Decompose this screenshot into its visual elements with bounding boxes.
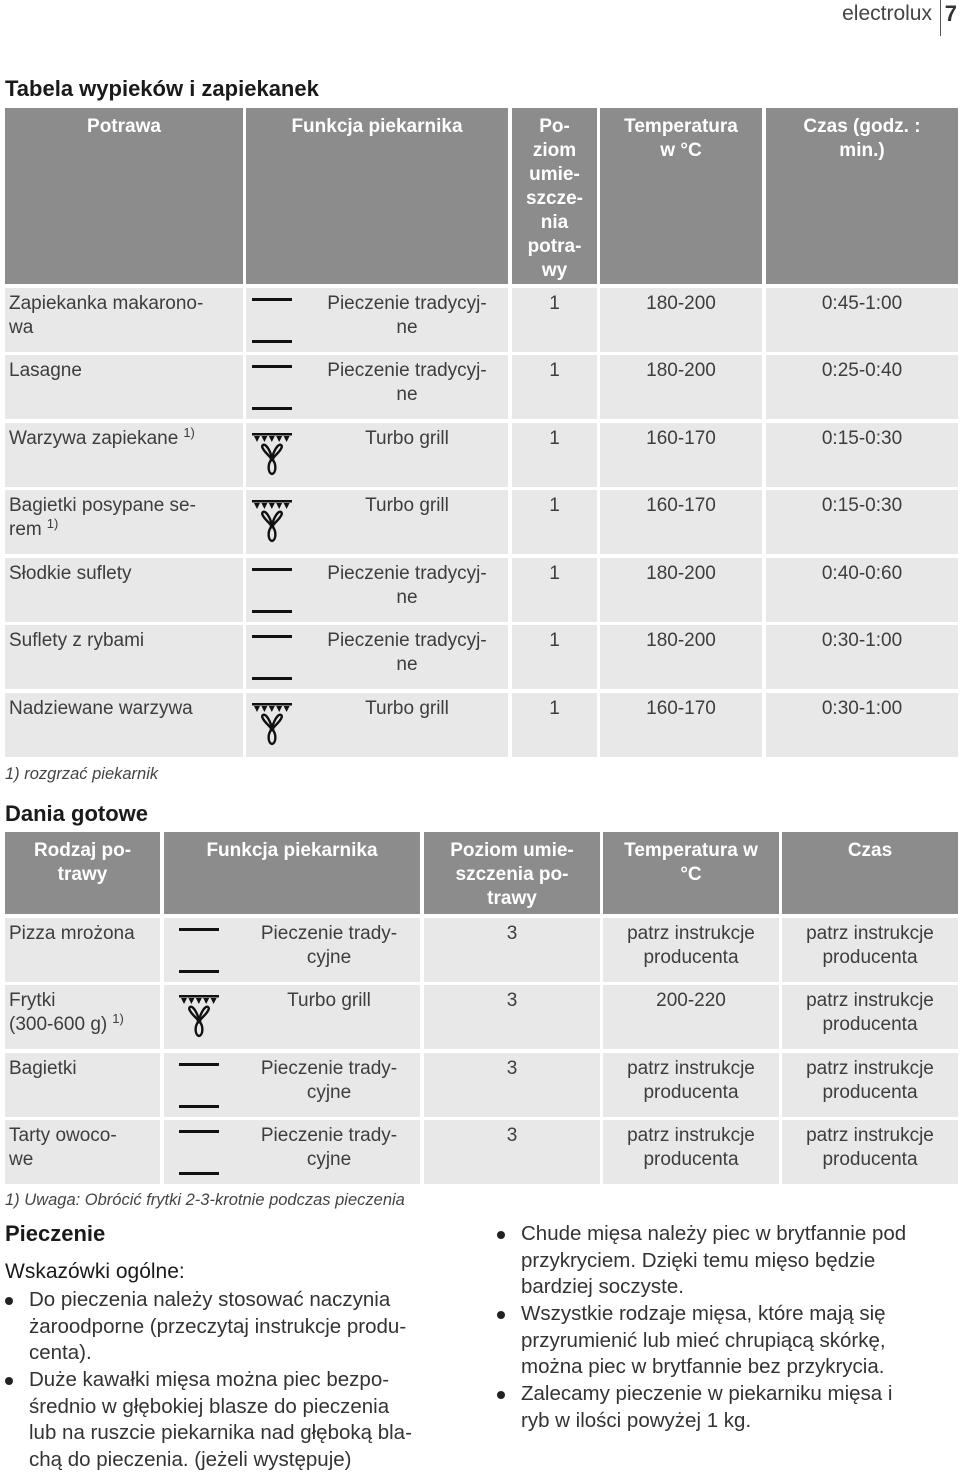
bullet-dot — [497, 1391, 505, 1399]
bullet-item — [497, 1301, 960, 1381]
t1-temp-cell: 180-200 — [646, 563, 716, 584]
t1-dish-cell: Suflety z rybami — [9, 630, 145, 651]
turbo-grill-icon — [252, 500, 292, 546]
t2-level-cell: 3 — [506, 1058, 518, 1079]
t1-time-cell: 0:45-1:00 — [821, 293, 903, 314]
t1-dish-cell: Warzywa zapiekane $^{1)}$ — [9, 425, 195, 449]
t1-function-cell: Turbo grill — [365, 428, 449, 449]
t1-time-cell: 0:15-0:30 — [821, 495, 903, 516]
header-divider — [940, 0, 941, 36]
t2-dish-cell: Tarty owoco- we — [9, 1125, 117, 1170]
t1-temp-cell: 160-170 — [646, 698, 716, 719]
t1-temp-cell: 160-170 — [646, 495, 716, 516]
t1-dish-cell: Słodkie suflety — [9, 563, 132, 584]
t2-level-cell: 3 — [506, 923, 518, 944]
conventional-heat-icon — [252, 365, 292, 431]
table1-footnote: 1) rozgrzać piekarnik — [5, 765, 159, 783]
t1-dish-cell: Bagietki posypane se- rem $^{1)}$ — [9, 495, 196, 540]
roasting-subtitle: Wskazówki ogólne: — [5, 1260, 185, 1283]
t1-level-cell: 1 — [549, 360, 560, 381]
t1-level-cell: 1 — [549, 630, 560, 651]
t2-time-cell: patrz instrukcje producenta — [806, 923, 934, 968]
t1-function-cell: Pieczenie tradycyj- ne — [327, 293, 487, 338]
bullet-item — [497, 1221, 960, 1301]
t2-temp-cell: patrz instrukcje producenta — [627, 1125, 755, 1170]
turbo-grill-icon — [252, 433, 292, 479]
t1-time-cell: 0:15-0:30 — [821, 428, 903, 449]
t1-time-cell: 0:30-1:00 — [821, 698, 903, 719]
t1-temp-cell: 160-170 — [646, 428, 716, 449]
t1-level-cell: 1 — [549, 428, 560, 449]
t1-dish-cell: Zapiekanka makarono- wa — [9, 293, 204, 338]
t2-level-cell: 3 — [506, 990, 518, 1011]
t1-function-cell: Pieczenie tradycyj- ne — [327, 630, 487, 675]
bullet-dot — [5, 1297, 13, 1305]
bullet-item — [5, 1367, 475, 1473]
turbo-grill-icon — [179, 995, 219, 1041]
t1-header-cell: Funkcja piekarnika — [246, 108, 508, 284]
t1-time-cell: 0:40-0:60 — [821, 563, 903, 584]
t1-dish-cell: Nadziewane warzywa — [9, 698, 193, 719]
bullet-item — [5, 1287, 475, 1367]
table2-title: Dania gotowe — [5, 801, 149, 826]
t2-temp-cell: patrz instrukcje producenta — [627, 923, 755, 968]
t2-function-cell: Pieczenie trady- cyjne — [260, 1058, 398, 1103]
bullet-text: Do pieczenia należy stosować naczynia żaroodporne (przeczytaj instrukcje produ- centa). — [29, 1288, 407, 1364]
bullet-text: Wszystkie rodzaje mięsa, które mają się przyrumienić lub mieć chrupiącą skórkę, można piec w brytfannie bez przykrycia. — [521, 1302, 886, 1378]
t2-header-cell: Temperatura w °C — [603, 832, 779, 914]
conventional-heat-icon — [252, 635, 292, 701]
bullet-dot — [497, 1231, 505, 1239]
t1-temp-cell: 180-200 — [646, 360, 716, 381]
t1-time-cell: 0:25-0:40 — [821, 360, 903, 381]
t2-time-cell: patrz instrukcje producenta — [806, 990, 934, 1035]
t2-time-cell: patrz instrukcje producenta — [806, 1125, 934, 1170]
bullet-text: Chude mięsa należy piec w brytfannie pod przykryciem. Dzięki temu mięso będzie bardziej soczyste. — [521, 1222, 907, 1298]
t1-function-cell: Turbo grill — [365, 698, 449, 719]
t1-level-cell: 1 — [549, 563, 560, 584]
t1-time-cell: 0:30-1:00 — [821, 630, 903, 651]
page-header — [0, 0, 960, 36]
t2-level-cell: 3 — [506, 1125, 518, 1146]
t1-level-cell: 1 — [549, 698, 560, 719]
bullet-dot — [5, 1377, 13, 1385]
t1-dish-cell: Lasagne — [9, 360, 82, 381]
t1-function-cell: Turbo grill — [365, 495, 449, 516]
t2-function-cell: Pieczenie trady- cyjne — [260, 923, 398, 968]
t2-header-cell: Rodzaj po- trawy — [5, 832, 160, 914]
t2-function-cell: Pieczenie trady- cyjne — [260, 1125, 398, 1170]
turbo-grill-icon — [252, 703, 292, 749]
bullet-dot — [497, 1311, 505, 1319]
t1-header-cell: Potrawa — [5, 108, 243, 284]
t1-temp-cell: 180-200 — [646, 293, 716, 314]
roasting-title: Pieczenie — [5, 1221, 106, 1246]
t1-function-cell: Pieczenie tradycyj- ne — [327, 563, 487, 608]
conventional-heat-icon — [179, 1130, 219, 1196]
t2-temp-cell: patrz instrukcje producenta — [627, 1058, 755, 1103]
t2-header-cell: Poziom umie- szczenia po- trawy — [424, 832, 600, 914]
t2-time-cell: patrz instrukcje producenta — [806, 1058, 934, 1103]
table1-title: Tabela wypieków i zapiekanek — [5, 76, 319, 101]
t1-temp-cell: 180-200 — [646, 630, 716, 651]
bullet-text: Duże kawałki mięsa można piec bezpo- średnio w głębokiej blasze do pieczenia lub na ruszcie piekarnika nad głęboką bla- chą do pieczenia. (jeżeli występuje) — [29, 1368, 412, 1471]
t1-level-cell: 1 — [549, 495, 560, 516]
t2-header-cell: Funkcja piekarnika — [164, 832, 420, 914]
t1-header-cell: Po- ziom umie- szcze- nia potra- wy — [512, 108, 597, 284]
brand-name: electrolux — [842, 2, 932, 25]
bullet-item — [497, 1381, 960, 1434]
t2-dish-cell: Pizza mrożona — [9, 923, 135, 944]
t1-header-cell: Czas (godz. : min.) — [766, 108, 958, 284]
t1-header-cell: Temperatura w °C — [600, 108, 762, 284]
table2-footnote: 1) Uwaga: Obrócić frytki 2-3-krotnie podczas pieczenia — [5, 1191, 405, 1209]
t2-temp-cell: 200-220 — [656, 990, 726, 1011]
t2-function-cell: Turbo grill — [287, 990, 371, 1011]
t2-dish-cell: Frytki (300-600 g) $^{1)}$ — [9, 990, 124, 1035]
t1-function-cell: Pieczenie tradycyj- ne — [327, 360, 487, 405]
t2-header-cell: Czas — [782, 832, 958, 914]
bullet-text: Zalecamy pieczenie w piekarniku mięsa i ryb w ilości powyżej 1 kg. — [521, 1382, 893, 1432]
t2-dish-cell: Bagietki — [9, 1058, 77, 1079]
t1-level-cell: 1 — [549, 293, 560, 314]
page-number: 7 — [944, 1, 957, 26]
